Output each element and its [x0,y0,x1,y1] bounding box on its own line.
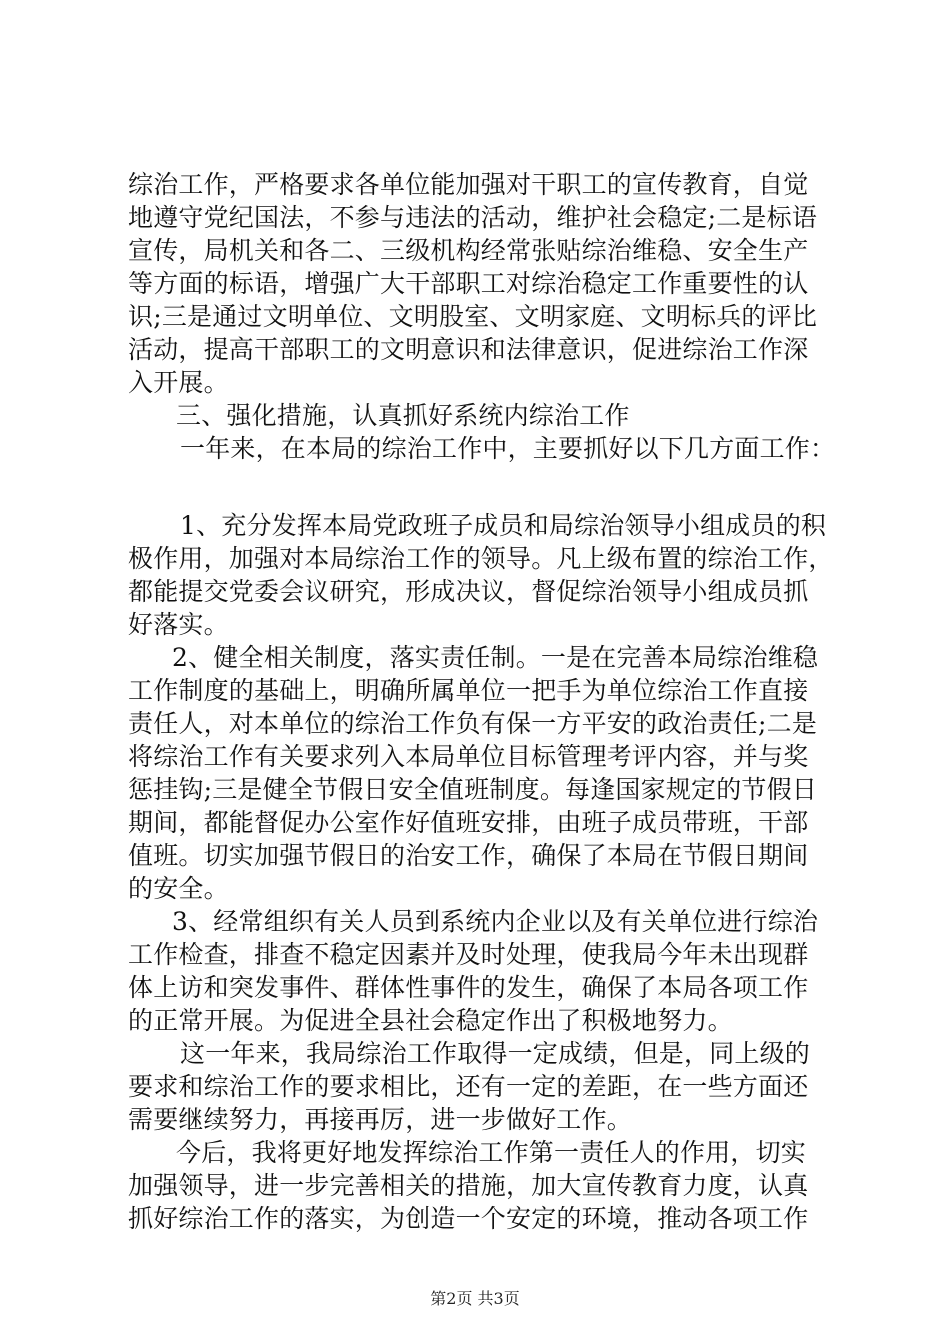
text-line: 工作检查，排查不稳定因素并及时处理，使我局今年未出现群 [128,940,809,969]
text-line: 加强领导，进一步完善相关的措施，加大宣传教育力度，认真 [128,1171,809,1200]
text-line: 入开展。 [128,368,229,397]
text-line: 一年来，在本局的综治工作中，主要抓好以下几方面工作： [180,434,836,463]
text-line: 惩挂钩;三是健全节假日安全值班制度。每逢国家规定的节假日 [128,775,818,804]
text-line: 体上访和突发事件、群体性事件的发生，确保了本局各项工作 [128,973,809,1002]
section-heading: 三、强化措施，认真抓好系统内综治工作 [176,401,630,430]
text-line: 这一年来，我局综治工作取得一定成绩，但是，同上级的 [180,1039,811,1068]
page-number-footer: 第2页 共3页 [430,1289,520,1308]
text-line: 地遵守党纪国法，不参与违法的活动，维护社会稳定;二是标语 [128,203,818,232]
document-body [128,168,848,1235]
text-line: 将综治工作有关要求列入本局单位目标管理考评内容，并与奖 [128,742,809,771]
text-line: 宣传，局机关和各二、三级机构经常张贴综治维稳、安全生产 [128,236,809,265]
text-line: 2、健全相关制度，落实责任制。一是在完善本局综治维稳 [172,643,819,672]
text-line: 好落实。 [128,610,229,639]
text-line: 期间，都能督促办公室作好值班安排，由班子成员带班，干部 [128,808,809,837]
text-line: 工作制度的基础上，明确所属单位一把手为单位综治工作直接 [128,676,809,705]
text-line: 的正常开展。为促进全县社会稳定作出了积极地努力。 [128,1006,733,1035]
text-line: 需要继续努力，再接再厉，进一步做好工作。 [128,1105,633,1134]
text-line: 值班。切实加强节假日的治安工作，确保了本局在节假日期间 [128,841,809,870]
text-line: 等方面的标语，增强广大干部职工对综治稳定工作重要性的认 [128,269,809,298]
text-line: 的安全。 [128,874,229,903]
text-line: 责任人，对本单位的综治工作负有保一方平安的政治责任;二是 [128,709,818,738]
text-line: 极作用，加强对本局综治工作的领导。凡上级布置的综治工作， [128,544,834,573]
text-line: 3、经常组织有关人员到系统内企业以及有关单位进行综治 [172,907,819,936]
text-line: 识;三是通过文明单位、文明股室、文明家庭、文明标兵的评比 [128,302,818,331]
paragraph-gap [128,465,848,509]
text-line: 今后，我将更好地发挥综治工作第一责任人的作用，切实 [176,1138,807,1167]
text-line: 活动，提高干部职工的文明意识和法律意识，促进综治工作深 [128,335,809,364]
text-line: 要求和综治工作的要求相比，还有一定的差距，在一些方面还 [128,1072,809,1101]
text-line: 都能提交党委会议研究，形成决议，督促综治领导小组成员抓 [128,577,809,606]
text-line: 综治工作，严格要求各单位能加强对干职工的宣传教育，自觉 [128,170,809,199]
text-line: 抓好综治工作的落实，为创造一个安定的环境，推动各项工作 [128,1204,809,1233]
text-line: 1、充分发挥本局党政班子成员和局综治领导小组成员的积 [180,511,827,540]
